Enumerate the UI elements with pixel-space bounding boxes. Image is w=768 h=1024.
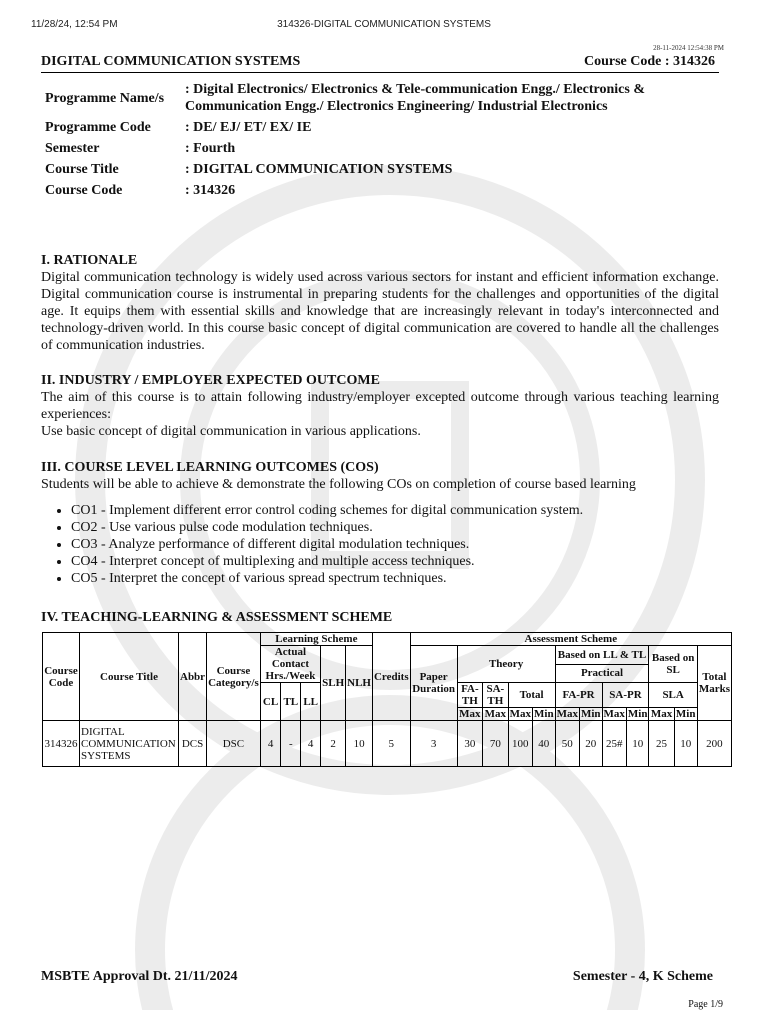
th-actual-contact: Actual Contact Hrs./Week: [260, 646, 320, 683]
th-category: Course Category/s: [207, 633, 261, 721]
cell-sapr-max: 25#: [602, 721, 626, 767]
info-row: [45, 180, 675, 201]
section-heading: IV. TEACHING-LEARNING & ASSESSMENT SCHEME: [41, 610, 393, 625]
scheme-section: [41, 609, 719, 626]
cell-paper: 3: [410, 721, 457, 767]
th-based-sl: Based on SL: [649, 646, 697, 683]
cell-total-min: 40: [533, 721, 556, 767]
th-theory: Theory: [457, 646, 555, 683]
th-abbr: Abbr: [179, 633, 207, 721]
info-value: : Digital Electronics/ Electronics & Tele-communication Engg./ Electronics & Communication Engg./ Electronics Engineering/ Industrial Electronics: [185, 82, 646, 114]
cell-total-marks: 200: [697, 721, 731, 767]
page-number: Page 1/9: [688, 999, 723, 1010]
course-info-table: [45, 79, 675, 201]
th-sla: SLA: [649, 683, 697, 708]
list-item: • CO3 - Analyze performance of different digital modulation techniques.: [71, 536, 719, 553]
cos-list: [41, 502, 719, 587]
th-cl: CL: [260, 683, 281, 721]
info-label: Programme Name/s: [45, 90, 165, 106]
rationale-text: Digital communication technology is widely used across various sectors for instant and efficient information exchange. Digital communication course is instrumental in preparing students for the challenges and opportunities of the digital age. It equips them with essential skills and knowledge that are increasingly relevant in today's interconnected and technology-driven world. In this course basic concept of digital communication are covered to handle all the challenges of communication industries.: [41, 270, 719, 353]
table-row: [43, 721, 732, 767]
list-item: • CO2 - Use various pulse code modulation techniques.: [71, 519, 719, 536]
th-paper-duration: Paper Duration: [410, 646, 457, 721]
th-tl: TL: [281, 683, 301, 721]
th-total-marks: Total Marks: [697, 646, 731, 721]
section-heading: III. COURSE LEVEL LEARNING OUTCOMES (COS): [41, 460, 379, 475]
cell-sapr-min: 10: [626, 721, 649, 767]
th-course-code: Course Code: [43, 633, 80, 721]
semester-scheme: Semester - 4, K Scheme: [572, 969, 713, 984]
list-item: • CO1 - Implement different error control coding schemes for digital communication system.: [71, 502, 719, 519]
th-practical: Practical: [555, 664, 649, 683]
cell-fath-max: 30: [457, 721, 482, 767]
info-row: [45, 138, 675, 159]
th-course-title: Course Title: [80, 633, 179, 721]
section-heading: II. INDUSTRY / EMPLOYER EXPECTED OUTCOME: [41, 373, 380, 388]
th-max: Max: [457, 708, 482, 721]
th-credits: Credits: [372, 633, 410, 721]
course-outcomes-section: [41, 459, 719, 587]
th-fa-th: FA-TH: [457, 683, 482, 708]
print-datetime: 11/28/24, 12:54 PM: [31, 19, 118, 30]
th-fa-pr: FA-PR: [555, 683, 602, 708]
th-max: Max: [650, 708, 673, 720]
cell-ll: 4: [301, 721, 321, 767]
approval-date: MSBTE Approval Dt. 21/11/2024: [41, 969, 238, 984]
cell-fapr-min: 20: [579, 721, 602, 767]
th-sa-th: SA-TH: [483, 683, 509, 708]
course-title-bar: [41, 54, 719, 73]
info-label: Semester: [45, 141, 100, 156]
cell-fapr-max: 50: [555, 721, 579, 767]
info-row: [45, 117, 675, 138]
th-max: Max: [556, 708, 578, 720]
th-min: Min: [580, 708, 601, 720]
info-label: Course Code: [45, 183, 123, 198]
cell-sla-max: 25: [649, 721, 674, 767]
cell-total-max: 100: [508, 721, 532, 767]
th-learning-scheme: Learning Scheme: [260, 633, 372, 646]
info-value: : DIGITAL COMMUNICATION SYSTEMS: [185, 162, 453, 177]
th-slh: SLH: [321, 646, 346, 721]
list-item: • CO5 - Interpret the concept of various spread spectrum techniques.: [71, 570, 719, 587]
section-heading: I. RATIONALE: [41, 253, 138, 268]
cell-sla-min: 10: [674, 721, 697, 767]
timestamp-stamp: 28-11-2024 12:54:38 PM: [653, 44, 724, 52]
assessment-scheme-table: [42, 632, 732, 767]
th-min: Min: [534, 708, 554, 720]
cell-tl: -: [281, 721, 301, 767]
cell-cl: 4: [260, 721, 281, 767]
cell-sath-max: 70: [483, 721, 509, 767]
th-min: Min: [675, 708, 696, 720]
th-assessment-scheme: Assessment Scheme: [410, 633, 731, 646]
cell-nlh: 10: [346, 721, 373, 767]
th-nlh: NLH: [346, 646, 373, 721]
cell-credits: 5: [372, 721, 410, 767]
course-code-heading: Course Code : 314326: [583, 54, 715, 69]
cell-code: 314326: [43, 721, 80, 767]
cos-intro: Students will be able to achieve & demonstrate the following COs on completion of course based learning: [41, 477, 636, 492]
th-ll: LL: [301, 683, 321, 721]
th-total: Total: [508, 683, 555, 708]
list-item: • CO4 - Interpret concept of multiplexing and multiple access techniques.: [71, 553, 719, 570]
info-value: : 314326: [185, 183, 236, 198]
outcome-text: Use basic concept of digital communication in various applications.: [41, 424, 421, 439]
page-footer: [41, 969, 717, 985]
th-sa-pr: SA-PR: [602, 683, 649, 708]
info-value: : Fourth: [185, 141, 236, 156]
th-based-ll-tl: Based on LL & TL: [555, 646, 649, 665]
info-value: : DE/ EJ/ ET/ EX/ IE: [185, 120, 312, 135]
info-label: Programme Code: [45, 120, 151, 135]
info-row: [45, 159, 675, 180]
industry-outcome-section: [41, 372, 719, 440]
course-name-heading: DIGITAL COMMUNICATION SYSTEMS: [41, 54, 301, 69]
th-max: Max: [483, 708, 509, 721]
info-label: Course Title: [45, 162, 119, 177]
cell-abbr: DCS: [179, 721, 207, 767]
th-min: Min: [627, 708, 648, 720]
rationale-section: [41, 252, 719, 354]
outcome-text: The aim of this course is to attain following industry/employer excepted outcome through various teaching learning experiences:: [41, 390, 719, 422]
th-max: Max: [509, 708, 531, 720]
print-doc-title: 314326-DIGITAL COMMUNICATION SYSTEMS: [277, 19, 491, 30]
cell-title: DIGITAL COMMUNICATION SYSTEMS: [80, 721, 179, 767]
cell-category: DSC: [207, 721, 261, 767]
cell-slh: 2: [321, 721, 346, 767]
th-max: Max: [603, 708, 625, 720]
info-row: [45, 79, 675, 117]
